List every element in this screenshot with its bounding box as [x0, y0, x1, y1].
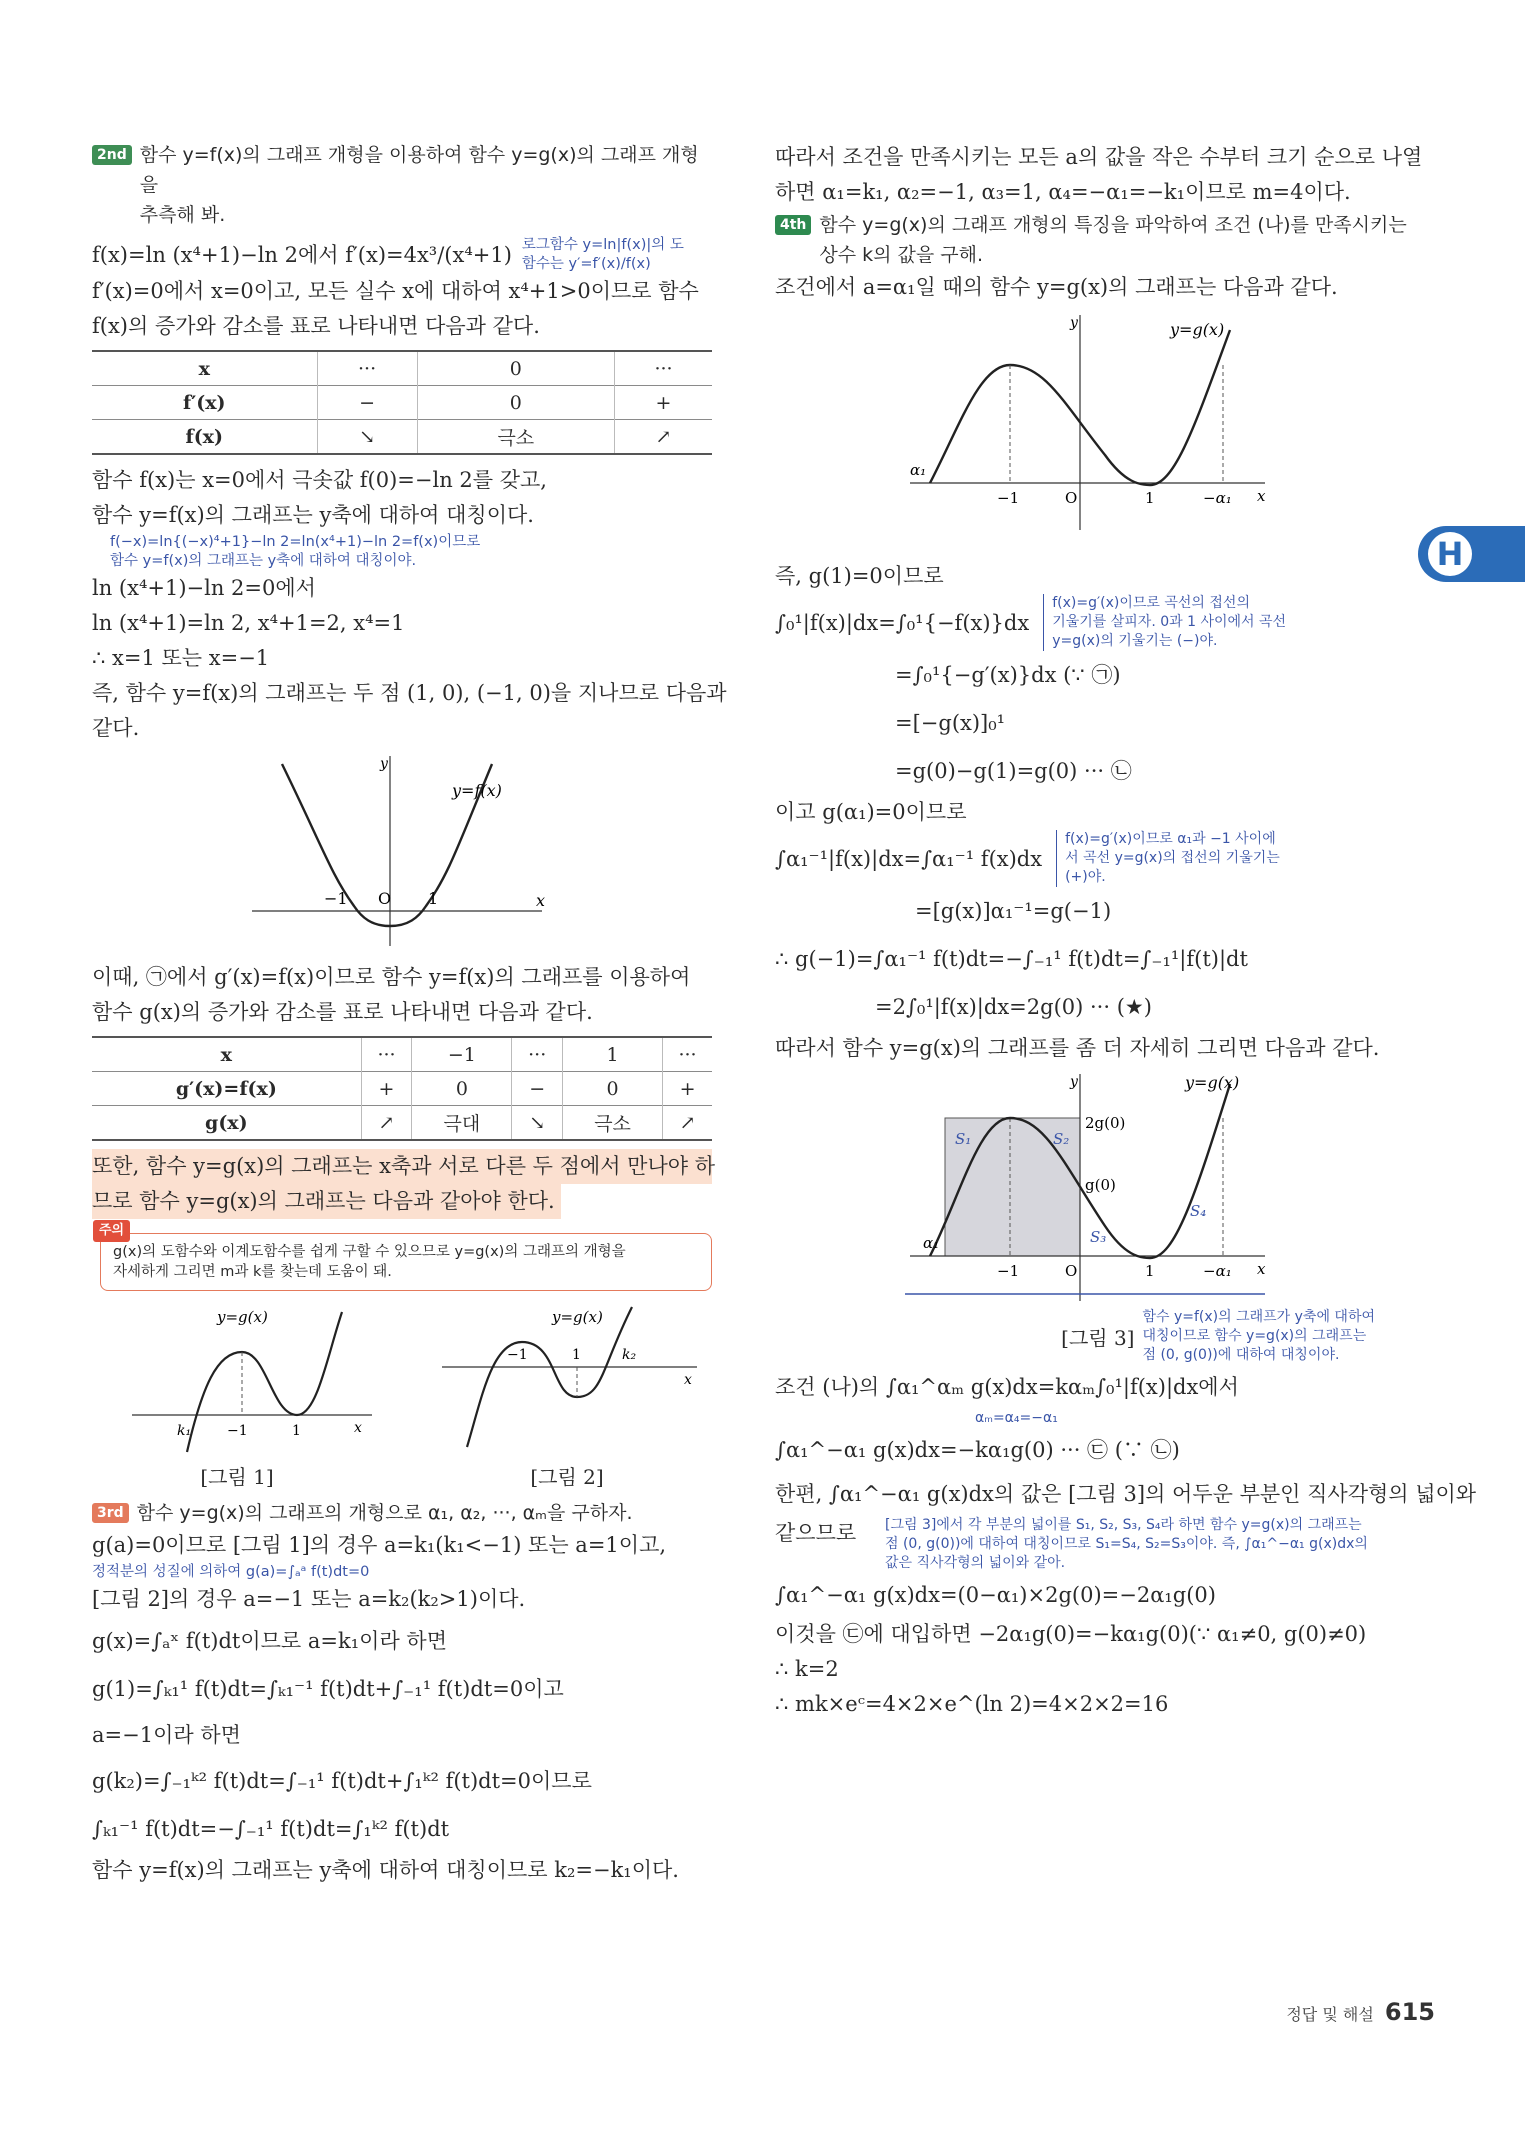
tick-label: −1	[507, 1347, 528, 1363]
text-line: ∫ₖ₁⁻¹ f(t)dt=−∫₋₁¹ f(t)dt=∫₁ᵏ² f(t)dt	[92, 1817, 450, 1841]
text-line: ∴ g(−1)=∫α₁⁻¹ f(t)dt=−∫₋₁¹ f(t)dt=∫₋₁¹|f(t)|dt	[775, 947, 1248, 971]
text-line: 하면 α₁=k₁, α₂=−1, α₃=1, α₄=−α₁=−k₁이므로 m=4이다.	[775, 180, 1351, 204]
text-line: 한편, ∫α₁^−α₁ g(x)dx의 값은 [그림 3]의 어두운 부분인 직사각형의 넓이와	[775, 1482, 1477, 1506]
area-note: 값은 직사각형의 넓이와 같아.	[885, 1555, 1066, 1571]
text-line: a=−1이라 하면	[92, 1723, 241, 1747]
tick-label: −1	[324, 889, 348, 908]
step-text: 함수 y=g(x)의 그래프 개형의 특징을 파악하여 조건 (나)를 만족시키는	[819, 214, 1407, 236]
tick-label: 1	[572, 1347, 581, 1363]
text-line: g(k₂)=∫₋₁ᵏ² f(t)dt=∫₋₁¹ f(t)dt+∫₁ᵏ² f(t)dt=0이므로	[92, 1769, 592, 1793]
text-line: ∫α₁^−α₁ g(x)dx=(0−α₁)×2g(0)=−2α₁g(0)	[775, 1583, 1216, 1607]
text-line: 따라서 함수 y=g(x)의 그래프를 좀 더 자세히 그리면 다음과 같다.	[775, 1036, 1380, 1060]
caution-box	[99, 1223, 712, 1291]
text-line: 조건 (나)의 ∫α₁^αₘ g(x)dx=kαₘ∫₀¹|f(x)|dx에서	[775, 1375, 1239, 1399]
text-line: =g(0)−g(1)=g(0) ··· ㉡	[895, 759, 1132, 783]
figure-caption: [그림 3]	[1061, 1326, 1135, 1350]
slope-note: (+)야.	[1065, 869, 1106, 885]
tick-label: 1	[1145, 1262, 1155, 1280]
curve-label: y=g(x)	[217, 1308, 268, 1326]
text-line: [그림 2]의 경우 a=−1 또는 a=k₂(k₂>1)이다.	[92, 1587, 526, 1611]
curve-label: y=g(x)	[1185, 1073, 1240, 1092]
text-line: ∫₀¹|f(x)|dx=∫₀¹{−f(x)}dx	[775, 610, 1030, 635]
x-axis-label: x	[684, 1372, 692, 1388]
substitution-note: αₘ=α₄=−α₁	[975, 1410, 1058, 1426]
text-line: ∴ mk×eᶜ=4×2×e^(ln 2)=4×2×2=16	[775, 1692, 1169, 1716]
step-3	[92, 1498, 712, 1528]
tick-label: −1	[997, 1262, 1020, 1280]
text-line: f(x)의 증가와 감소를 표로 나타내면 다음과 같다.	[92, 314, 540, 338]
table-row: x ··· 0 ···	[92, 351, 712, 386]
origin-label: O	[1065, 1262, 1078, 1280]
text-line: ln (x⁴+1)−ln 2=0에서	[92, 576, 316, 600]
symmetry-note: 함수 y=f(x)의 그래프는 y축에 대하여 대칭이야.	[110, 553, 417, 569]
text-line: =[g(x)]α₁⁻¹=g(−1)	[915, 899, 1112, 923]
step-2	[92, 140, 712, 230]
origin-label: O	[378, 889, 392, 908]
tick-label: α₁	[923, 1234, 940, 1252]
curve-label: y=f(x)	[452, 781, 502, 800]
figure-2	[422, 1297, 712, 1490]
text-line: g(a)=0이므로 [그림 1]의 경우 a=k₁(k₁<−1) 또는 a=1이고,	[92, 1533, 667, 1557]
text-line: ln (x⁴+1)=ln 2, x⁴+1=2, x⁴=1	[92, 611, 405, 635]
text-line: 함수 f(x)는 x=0에서 극솟값 f(0)=−ln 2를 갖고,	[92, 468, 547, 492]
derivative-note: 로그함수 y=ln|f(x)|의 도함수는 y′=f′(x)/f(x)	[521, 237, 684, 272]
figure-1	[92, 1297, 382, 1490]
text-line: g(x)=∫ₐˣ f(t)dt이므로 a=k₁이라 하면	[92, 1629, 447, 1653]
curve-label: y=g(x)	[552, 1308, 603, 1326]
y-axis-label: y	[1070, 1074, 1078, 1090]
text-line: f′(x)=0에서 x=0이고, 모든 실수 x에 대하여 x⁴+1>0이므로 함수	[92, 279, 699, 303]
step-text: 함수 y=g(x)의 그래프의 개형으로 α₁, α₂, ···, αₘ을 구하자.	[136, 1502, 633, 1524]
table-f	[92, 350, 712, 455]
highlight-line: 또한, 함수 y=g(x)의 그래프는 x축과 서로 다른 두 점에서 만나야 하	[92, 1149, 712, 1184]
tick-label: 1	[1145, 489, 1155, 507]
text-line: 이고 g(α₁)=0이므로	[775, 800, 967, 824]
slope-note: f(x)=g′(x)이므로 α₁과 −1 사이에	[1065, 831, 1276, 847]
step-badge: 3rd	[92, 1503, 129, 1523]
origin-label: O	[1065, 489, 1078, 507]
area-label: S₂	[1053, 1130, 1070, 1148]
integral-note: 정적분의 성질에 의하여 g(a)=∫ₐᵃ f(t)dt=0	[92, 1564, 370, 1580]
symmetry-note: 점 (0, g(0))에 대하여 대칭이야.	[1142, 1347, 1340, 1363]
area-note: [그림 3]에서 각 부분의 넓이를 S₁, S₂, S₃, S₄라 하면 함수 y=g(x)의 그래프는	[885, 1517, 1362, 1533]
tick-label: −1	[997, 489, 1020, 507]
page-footer	[1286, 1998, 1435, 2026]
x-axis-label: x	[536, 891, 546, 910]
tick-label: k₁	[177, 1423, 192, 1439]
text-line: ∴ k=2	[775, 1657, 839, 1681]
area-label: S₁	[955, 1130, 972, 1148]
curve-label: y=g(x)	[1170, 320, 1225, 339]
graph-f	[92, 746, 712, 956]
text-line: 함수 g(x)의 증가와 감소를 표로 나타내면 다음과 같다.	[92, 1000, 593, 1024]
y-axis-label: y	[380, 756, 388, 772]
step-badge: 2nd	[92, 145, 132, 165]
table-row: x ··· −1 ··· 1 ···	[92, 1037, 712, 1072]
text-line: 함수 y=f(x)의 그래프는 y축에 대하여 대칭이므로 k₂=−k₁이다.	[92, 1858, 679, 1882]
text-line: ∴ x=1 또는 x=−1	[92, 646, 270, 670]
symmetry-note: f(−x)=ln{(−x)⁴+1}−ln 2=ln(x⁴+1)−ln 2=f(x)이므로	[110, 534, 481, 550]
left-column	[92, 140, 727, 1888]
x-axis-label: x	[354, 1420, 362, 1436]
caution-text: 자세하게 그리면 m과 k를 찾는데 도움이 돼.	[113, 1264, 392, 1280]
table-row: f(x) ↘ 극소 ↗	[92, 420, 712, 455]
caution-label: 주의	[93, 1220, 130, 1242]
caution-text: g(x)의 도함수와 이계도함수를 쉽게 구할 수 있으므로 y=g(x)의 그래프의 개형을	[113, 1244, 626, 1260]
x-axis-label: x	[1257, 1260, 1266, 1278]
tick-label: 1	[428, 889, 439, 908]
area-label: S₄	[1190, 1202, 1207, 1220]
slope-note: 서 곡선 y=g(x)의 접선의 기울기는	[1065, 850, 1280, 866]
text-line: 즉, 함수 y=f(x)의 그래프는 두 점 (1, 0), (−1, 0)을 지나므로 다음과	[92, 681, 727, 705]
tick-label: −α₁	[1203, 489, 1232, 507]
text-line: 따라서 조건을 만족시키는 모든 a의 값을 작은 수부터 크기 순으로 나열	[775, 145, 1423, 169]
graph-g-2	[775, 1066, 1415, 1316]
symmetry-note: 함수 y=f(x)의 그래프가 y축에 대하여	[1142, 1309, 1375, 1325]
text-line: 함수 y=f(x)의 그래프는 y축에 대하여 대칭이다.	[92, 503, 534, 527]
text-line: g(1)=∫ₖ₁¹ f(t)dt=∫ₖ₁⁻¹ f(t)dt+∫₋₁¹ f(t)dt=0이고	[92, 1677, 564, 1701]
text-line: =2∫₀¹|f(x)|dx=2g(0) ··· (★)	[875, 995, 1152, 1019]
slope-note: f(x)=g′(x)이므로 곡선의 접선의	[1052, 595, 1250, 611]
figures-row	[92, 1297, 712, 1490]
table-row: f′(x) − 0 +	[92, 386, 712, 420]
slope-note: 기울기를 살피자. 0과 1 사이에서 곡선	[1052, 614, 1287, 630]
text-line: ∫α₁^−α₁ g(x)dx=−kα₁g(0) ··· ㉢ (∵ ㉡)	[775, 1438, 1180, 1462]
x-axis-label: x	[1257, 487, 1266, 505]
derivative-line: f(x)=ln (x⁴+1)−ln 2에서 f′(x)=4x³/(x⁴+1)	[92, 242, 512, 267]
step-text: 상수 k의 값을 구해.	[819, 244, 984, 266]
symmetry-note: 대칭이므로 함수 y=g(x)의 그래프는	[1142, 1328, 1367, 1344]
y-axis-label: y	[1070, 315, 1078, 331]
figure-caption: [그림 1]	[200, 1465, 274, 1489]
table-g	[92, 1036, 712, 1141]
tick-label: α₁	[910, 461, 927, 479]
step-badge: 4th	[775, 215, 811, 235]
text-line: ∫α₁⁻¹|f(x)|dx=∫α₁⁻¹ f(x)dx	[775, 846, 1043, 871]
text-line: 이때, ㉠에서 g′(x)=f(x)이므로 함수 y=f(x)의 그래프를 이용하여	[92, 965, 691, 989]
text-line: 같다.	[92, 716, 140, 740]
text-line: 같으므로	[775, 1521, 857, 1545]
footer-label: 정답 및 해설	[1286, 2005, 1374, 2024]
text-line: =[−g(x)]₀¹	[895, 711, 1006, 735]
text-line: 조건에서 a=α₁일 때의 함수 y=g(x)의 그래프는 다음과 같다.	[775, 275, 1338, 299]
page-number: 615	[1384, 1998, 1435, 2026]
area-note: 점 (0, g(0))에 대하여 대칭이므로 S₁=S₄, S₂=S₃이야. 즉, ∫α₁^−α₁ g(x)dx의	[885, 1536, 1368, 1552]
table-row: g(x) ↗ 극대 ↘ 극소 ↗	[92, 1106, 712, 1141]
chapter-tab-letter: H	[1428, 532, 1472, 576]
tick-label: g(0)	[1085, 1176, 1116, 1194]
text-line: 이것을 ㉢에 대입하면 −2α₁g(0)=−kα₁g(0)(∵ α₁≠0, g(0)≠0)	[775, 1622, 1367, 1646]
text-line: =∫₀¹{−g′(x)}dx (∵ ㉠)	[895, 663, 1121, 687]
area-label: S₃	[1090, 1228, 1107, 1246]
graph-g-1	[775, 305, 1415, 555]
table-row: g′(x)=f(x) + 0 − 0 +	[92, 1072, 712, 1106]
step-text: 추측해 봐.	[139, 204, 226, 226]
slope-note: y=g(x)의 기울기는 (−)야.	[1052, 633, 1218, 649]
tick-label: 2g(0)	[1085, 1114, 1126, 1132]
chapter-tab	[1418, 526, 1525, 582]
step-text: 함수 y=f(x)의 그래프 개형을 이용하여 함수 y=g(x)의 그래프 개형을	[139, 144, 699, 196]
right-column	[775, 140, 1477, 1722]
highlight-line: 므로 함수 y=g(x)의 그래프는 다음과 같아야 한다.	[92, 1184, 561, 1219]
tick-label: −α₁	[1203, 1262, 1232, 1280]
step-4	[775, 210, 1415, 270]
tick-label: 1	[292, 1423, 301, 1439]
tick-label: −1	[227, 1423, 248, 1439]
figure-caption: [그림 2]	[530, 1465, 604, 1489]
text-line: 즉, g(1)=0이므로	[775, 564, 944, 588]
tick-label: k₂	[622, 1347, 637, 1363]
